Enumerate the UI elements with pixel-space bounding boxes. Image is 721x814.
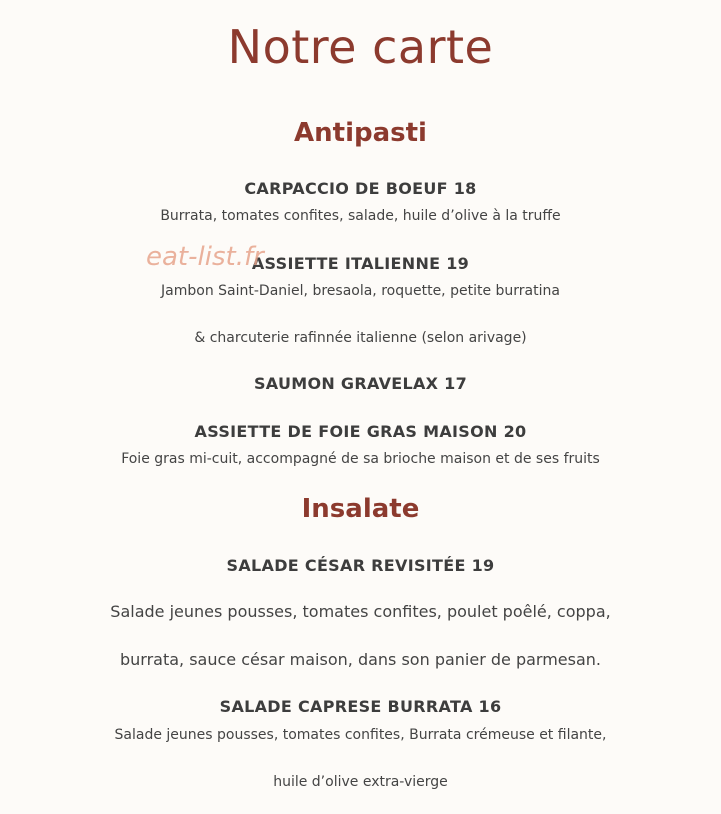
dish-description-salade-cesar-line2: burrata, sauce césar maison, dans son panier de parmesan. (119, 650, 602, 669)
dish-description-carpaccio: Burrata, tomates confites, salade, huile d’olive à la truffe (160, 208, 561, 224)
page-title: Notre carte (227, 20, 494, 74)
dish-description-assiette-italienne-line1: Jambon Saint-Daniel, bresaola, roquette, petite burratina (161, 283, 560, 299)
dish-description-salade-caprese-line2: huile d’olive extra-vierge (273, 774, 448, 790)
dish-title-salade-caprese: SALADE CAPRESE BURRATA 16 (219, 697, 502, 716)
dish-title-salade-cesar: SALADE CÉSAR REVISITÉE 19 (226, 556, 495, 575)
watermark: eat-list.fr (146, 242, 264, 272)
dish-description-assiette-italienne-line2: & charcuterie rafinnée italienne (selon arivage) (194, 330, 527, 346)
dish-title-foie-gras: ASSIETTE DE FOIE GRAS MAISON 20 (194, 422, 527, 441)
dish-description-salade-caprese-line1: Salade jeunes pousses, tomates confites, Burrata crémeuse et filante, (114, 727, 607, 743)
section-title-antipasti: Antipasti (294, 118, 427, 148)
dish-description-salade-cesar-line1: Salade jeunes pousses, tomates confites, poulet poêlé, coppa, (110, 602, 611, 621)
section-title-insalate: Insalate (301, 494, 420, 524)
dish-description-foie-gras: Foie gras mi-cuit, accompagné de sa brioche maison et de ses fruits (121, 451, 600, 467)
dish-title-assiette-italienne: ASSIETTE ITALIENNE 19 (251, 254, 470, 273)
dish-title-saumon-gravelax: SAUMON GRAVELAX 17 (253, 374, 468, 393)
dish-title-carpaccio: CARPACCIO DE BOEUF 18 (244, 179, 477, 198)
